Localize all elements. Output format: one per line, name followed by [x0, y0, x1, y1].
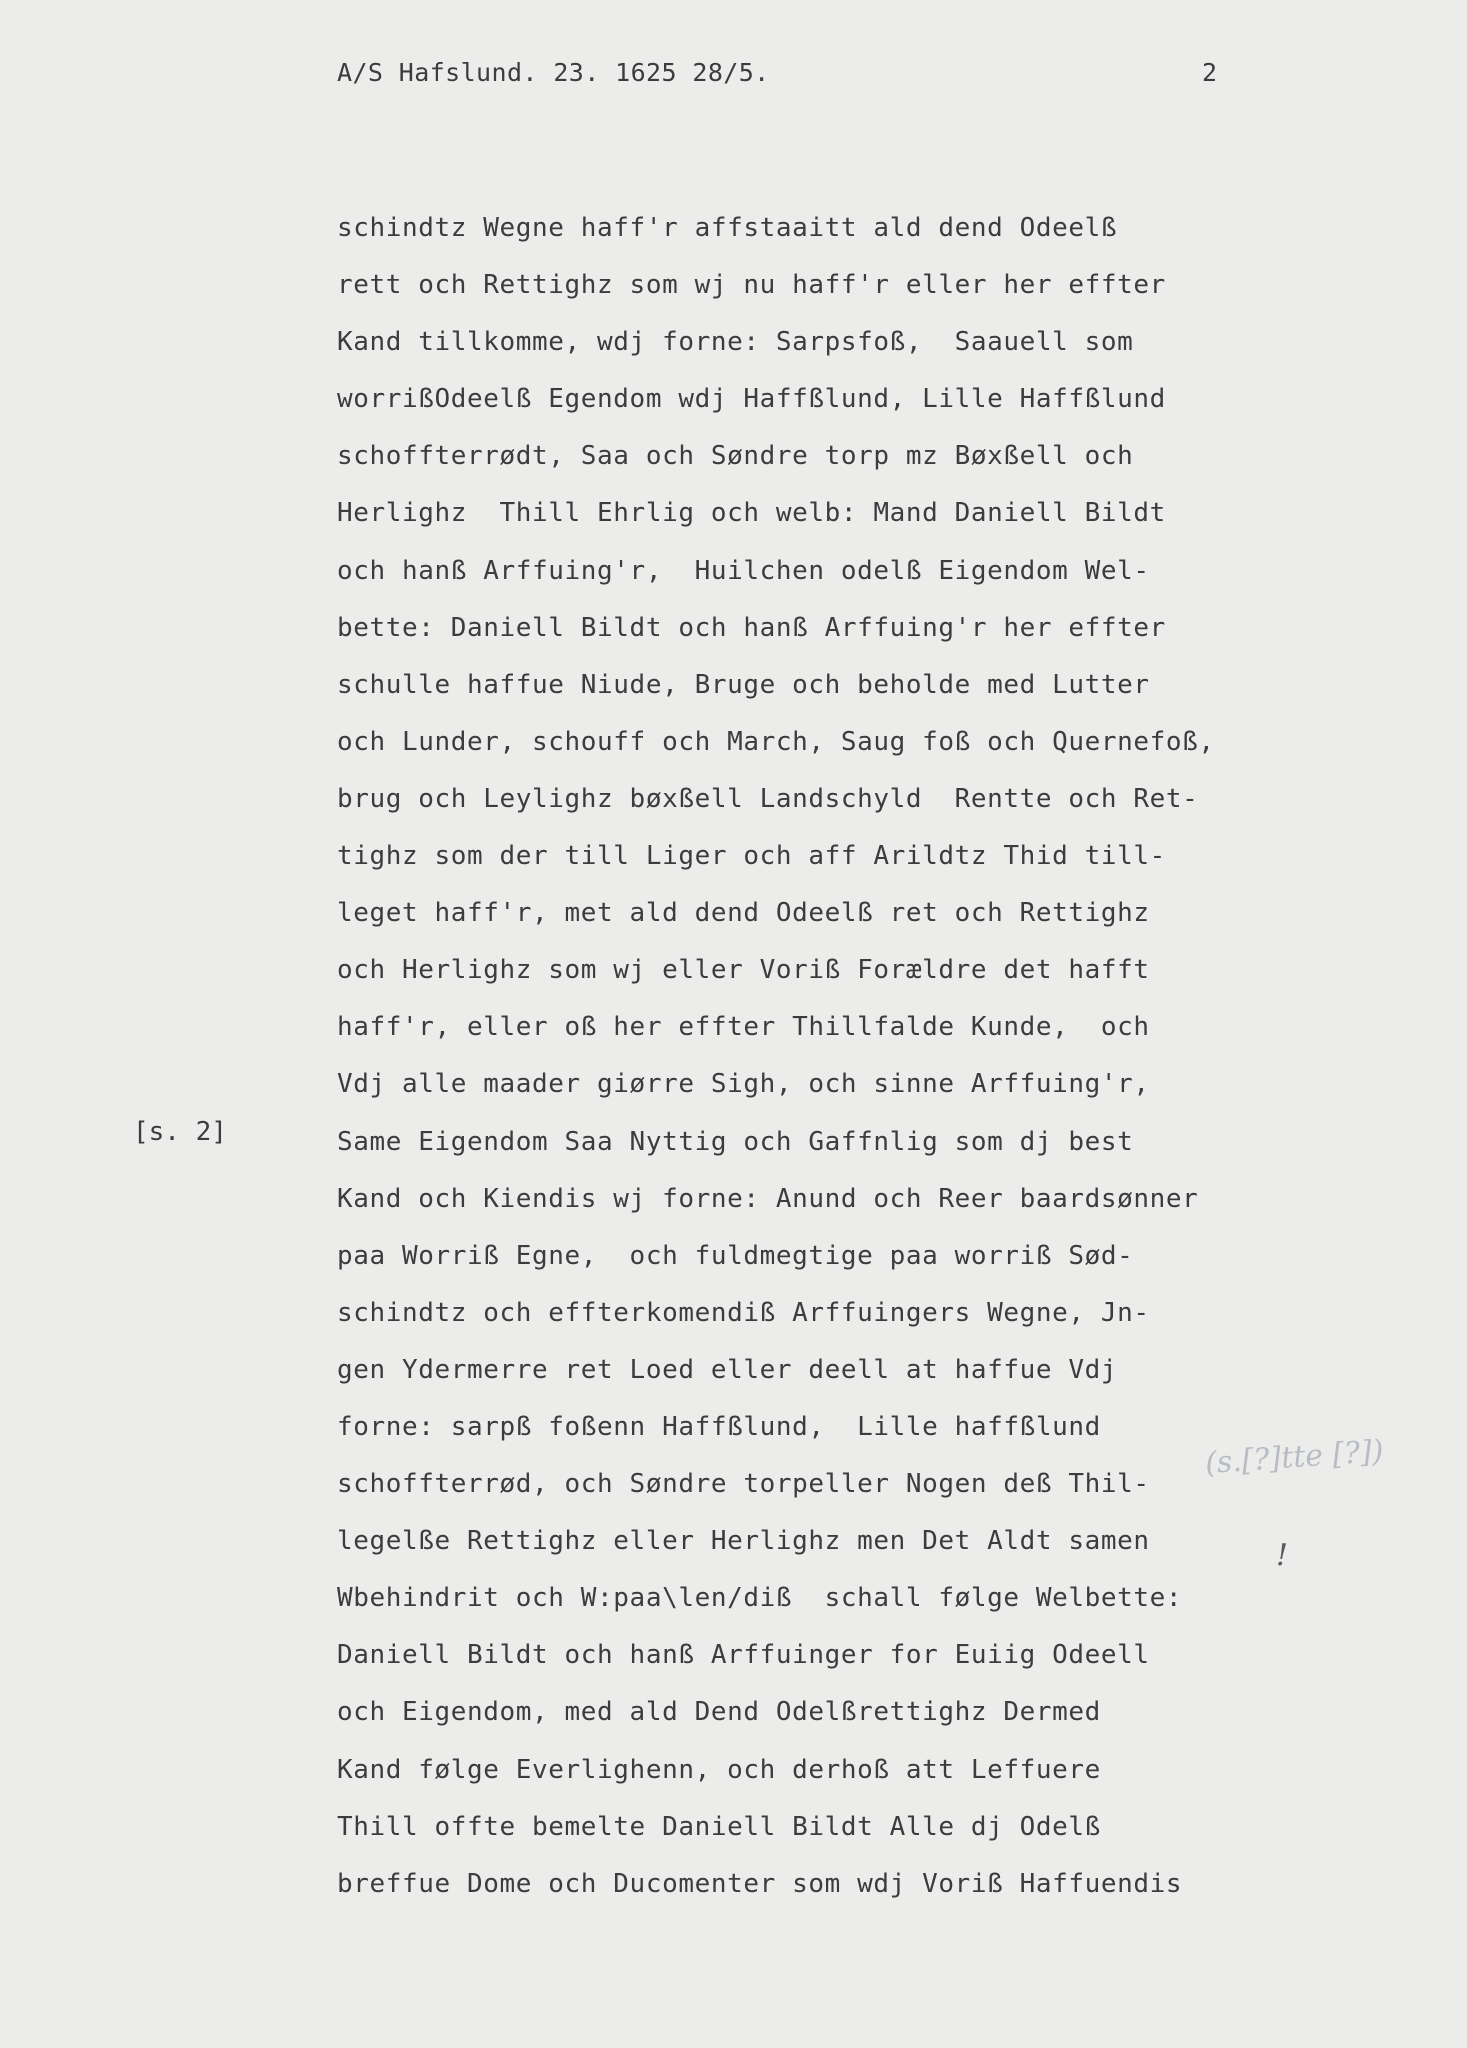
text-line: Vdj alle maader giørre Sigh, och sinne Arffuing'r,	[337, 1069, 1150, 1100]
text-line: Kand tillkomme, wdj forne: Sarpsfoß, Saauell som	[337, 327, 1134, 358]
text-line: breffue Dome och Ducomenter som wdj Voriß Haffuendis	[337, 1868, 1183, 1899]
text-line: och Eigendom, med ald Dend Odelßrettighz Dermed	[337, 1697, 1101, 1728]
text-line: tighz som der till Liger och aff Arildtz Thid till-	[337, 841, 1166, 872]
text-line: Thill offte bemelte Daniell Bildt Alle dj Odelß	[337, 1811, 1101, 1842]
text-line: gen Ydermerre ret Loed eller deell at haffue Vdj	[337, 1354, 1118, 1385]
text-line: Daniell Bildt och hanß Arffuinger for Euiig Odeell	[337, 1640, 1150, 1671]
text-line: brug och Leylighz bøxßell Landschyld Rentte och Ret-	[337, 783, 1199, 814]
transcription-body	[337, 208, 1297, 1921]
text-line: schoffterrødt, Saa och Søndre torp mz Bøxßell och	[337, 441, 1134, 472]
text-line: forne: sarpß foßenn Haffßlund, Lille haffßlund	[337, 1411, 1101, 1442]
text-line: bette: Daniell Bildt och hanß Arffuing'r her effter	[337, 612, 1166, 643]
text-line: schulle haffue Niude, Bruge och beholde med Lutter	[337, 669, 1150, 700]
text-line: Same Eigendom Saa Nyttig och Gaffnlig som dj best	[337, 1126, 1134, 1157]
page-header	[337, 58, 1217, 98]
text-line: Wbehindrit och W:paa\len/diß schall følge Welbette:	[337, 1583, 1183, 1614]
text-line: paa Worriß Egne, och fuldmegtige paa worriß Sød-	[337, 1240, 1134, 1271]
margin-page-reference: [s. 2]	[133, 1117, 227, 1147]
text-line: schindtz Wegne haff'r affstaaitt ald dend Odeelß	[337, 213, 1118, 243]
text-line: och Herlighz som wj eller Voriß Forældre det hafft	[337, 955, 1150, 986]
text-line: och hanß Arffuing'r, Huilchen odelß Eigendom Wel-	[337, 555, 1150, 586]
text-line: worrißOdeelß Egendom wdj Haffßlund, Lille Haffßlund	[337, 384, 1166, 415]
text-line: legelße Rettighz eller Herlighz men Det Aldt samen	[337, 1526, 1150, 1557]
text-line: schindtz och effterkomendiß Arffuingers Wegne, Jn-	[337, 1297, 1150, 1328]
text-line: rett och Rettighz som wj nu haff'r eller her effter	[337, 270, 1166, 301]
text-line: schoffterrød, och Søndre torpeller Nogen deß Thil-	[337, 1469, 1150, 1500]
text-line: Kand och Kiendis wj forne: Anund och Reer baardsønner	[337, 1183, 1199, 1214]
text-line: Kand følge Everlighenn, och derhoß att Leffuere	[337, 1754, 1101, 1785]
pencil-annotation: (s.[?]tte [?])	[1203, 1433, 1385, 1482]
text-line: Herlighz Thill Ehrlig och welb: Mand Daniell Bildt	[337, 498, 1166, 529]
text-line: och Lunder, schouff och March, Saug foß och Quernefoß,	[337, 726, 1215, 757]
page-number: 2	[1201, 58, 1217, 87]
text-line: haff'r, eller oß her effter Thillfalde Kunde, och	[337, 1012, 1150, 1043]
pencil-exclamation: !	[1276, 1538, 1289, 1573]
header-title: A/S Hafslund. 23. 1625 28/5.	[337, 58, 770, 87]
text-line: leget haff'r, met ald dend Odeelß ret och Rettighz	[337, 898, 1150, 929]
